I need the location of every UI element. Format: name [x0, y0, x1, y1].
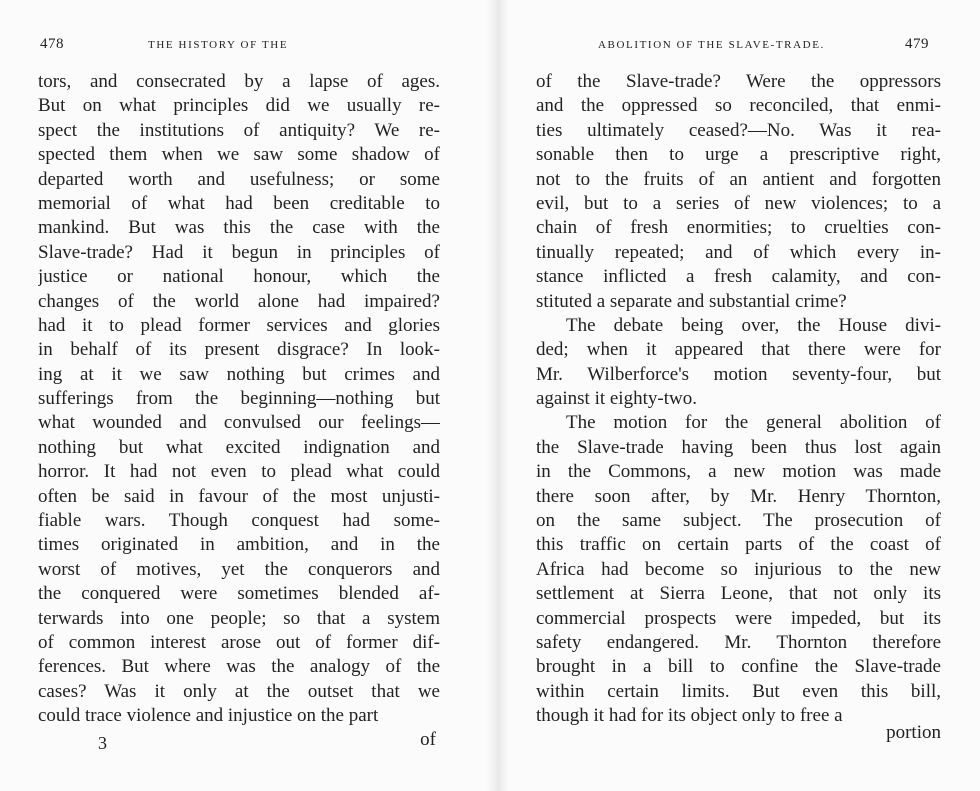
left-running-title: THE HISTORY OF THE	[148, 39, 289, 51]
text-line: ties ultimately ceased?—No. Was it rea-	[536, 119, 941, 141]
right-running-head	[536, 36, 941, 56]
text-line: changes of the world alone had impaired?	[38, 290, 440, 312]
text-line: justice or national honour, which the	[38, 266, 440, 288]
text-line: tors, and consecrated by a lapse of ages.	[38, 71, 440, 92]
text-line: safety endangered. Mr. Thornton therefore	[536, 631, 941, 653]
text-line: Mr. Wilberforce's motion seventy-four, but	[536, 363, 941, 385]
text-line: tinually repeated; and of which every in-	[536, 241, 941, 263]
text-line: ferences. But where was the analogy of the	[38, 656, 440, 678]
text-line: Africa had become so injurious to the new	[536, 558, 941, 580]
text-line: terwards into one people; so that a system	[38, 607, 440, 629]
text-line: memorial of what had been creditable to	[38, 192, 440, 214]
text-line: commercial prospects were impeded, but its	[536, 607, 941, 629]
text-line: worst of motives, yet the conquerors and	[38, 558, 440, 580]
text-line: spect the institutions of antiquity? We re-	[38, 119, 440, 141]
text-line: what wounded and convulsed our feelings—	[38, 412, 440, 434]
text-line: this traffic on certain parts of the coast of	[536, 534, 941, 556]
text-line: had it to plead former services and glories	[38, 314, 440, 336]
left-page-number: 478	[40, 36, 64, 52]
text-line: chain of fresh enormities; to cruelties con-	[536, 217, 941, 239]
text-line: cases? Was it only at the outset that we	[38, 680, 440, 702]
text-line: against it eighty-two.	[536, 388, 697, 410]
text-line: often be said in favour of the most unjusti-	[38, 485, 440, 507]
text-line: though it had for its object only to free a	[536, 705, 843, 727]
text-line: sufferings from the beginning—nothing but	[38, 388, 440, 410]
text-line: Slave-trade? Had it begun in principles of	[38, 241, 440, 263]
text-line: and the oppressed so reconciled, that enmi-	[536, 95, 941, 117]
left-running-head	[38, 36, 440, 56]
text-line: settlement at Sierra Leone, that not only its	[536, 583, 941, 605]
text-line: But on what principles did we usually re-	[38, 95, 440, 117]
text-line: nothing but what excited indignation and	[38, 436, 440, 458]
text-line: departed worth and usefulness; or some	[38, 168, 440, 190]
text-line: sonable then to urge a prescriptive right,	[536, 144, 941, 166]
text-line: evil, but to a series of new violences; to a	[536, 192, 941, 214]
text-line: brought in a bill to confine the Slave-trade	[536, 656, 941, 678]
left-page	[38, 0, 440, 791]
text-line: stituted a separate and substantial crime?	[536, 290, 847, 312]
text-line: the conquered were sometimes blended af-	[38, 583, 440, 605]
text-line: of the Slave-trade? Were the oppressors	[536, 71, 941, 92]
text-line: spected them when we saw some shadow of	[38, 144, 440, 166]
right-catchword: portion	[886, 722, 941, 743]
text-line: of common interest arose out of former dif-	[38, 631, 440, 653]
right-page-number: 479	[905, 36, 929, 52]
text-line: on the same subject. The prosecution of	[536, 510, 941, 532]
right-page	[536, 0, 941, 791]
text-line: times originated in ambition, and in the	[38, 534, 440, 556]
signature-mark: 3	[98, 733, 107, 753]
text-line: ded; when it appeared that there were for	[536, 339, 941, 361]
text-line: could trace violence and injustice on the part	[38, 705, 379, 727]
text-line: stance inflicted a fresh calamity, and con-	[536, 266, 941, 288]
text-line: horror. It had not even to plead what could	[38, 461, 440, 483]
left-page-text	[38, 70, 440, 729]
text-line: ing at it we saw nothing but crimes and	[38, 363, 440, 385]
left-catchword: of	[420, 729, 436, 750]
text-line: The motion for the general abolition of	[566, 412, 941, 434]
text-line: there soon after, by Mr. Henry Thornton,	[536, 485, 941, 507]
text-line: not to the fruits of an antient and forgotten	[536, 168, 941, 190]
text-line: fiable wars. Though conquest had some-	[38, 510, 440, 532]
text-line: in behalf of its present disgrace? In look-	[38, 339, 440, 361]
text-line: in the Commons, a new motion was made	[536, 461, 941, 483]
text-line: within certain limits. But even this bill,	[536, 680, 941, 702]
text-line: mankind. But was this the case with the	[38, 217, 440, 239]
right-running-title: ABOLITION OF THE SLAVE-TRADE.	[598, 39, 825, 51]
right-page-text	[536, 70, 941, 729]
text-line: the Slave-trade having been thus lost again	[536, 436, 941, 458]
book-gutter	[486, 0, 508, 791]
text-line: The debate being over, the House divi-	[566, 314, 941, 336]
